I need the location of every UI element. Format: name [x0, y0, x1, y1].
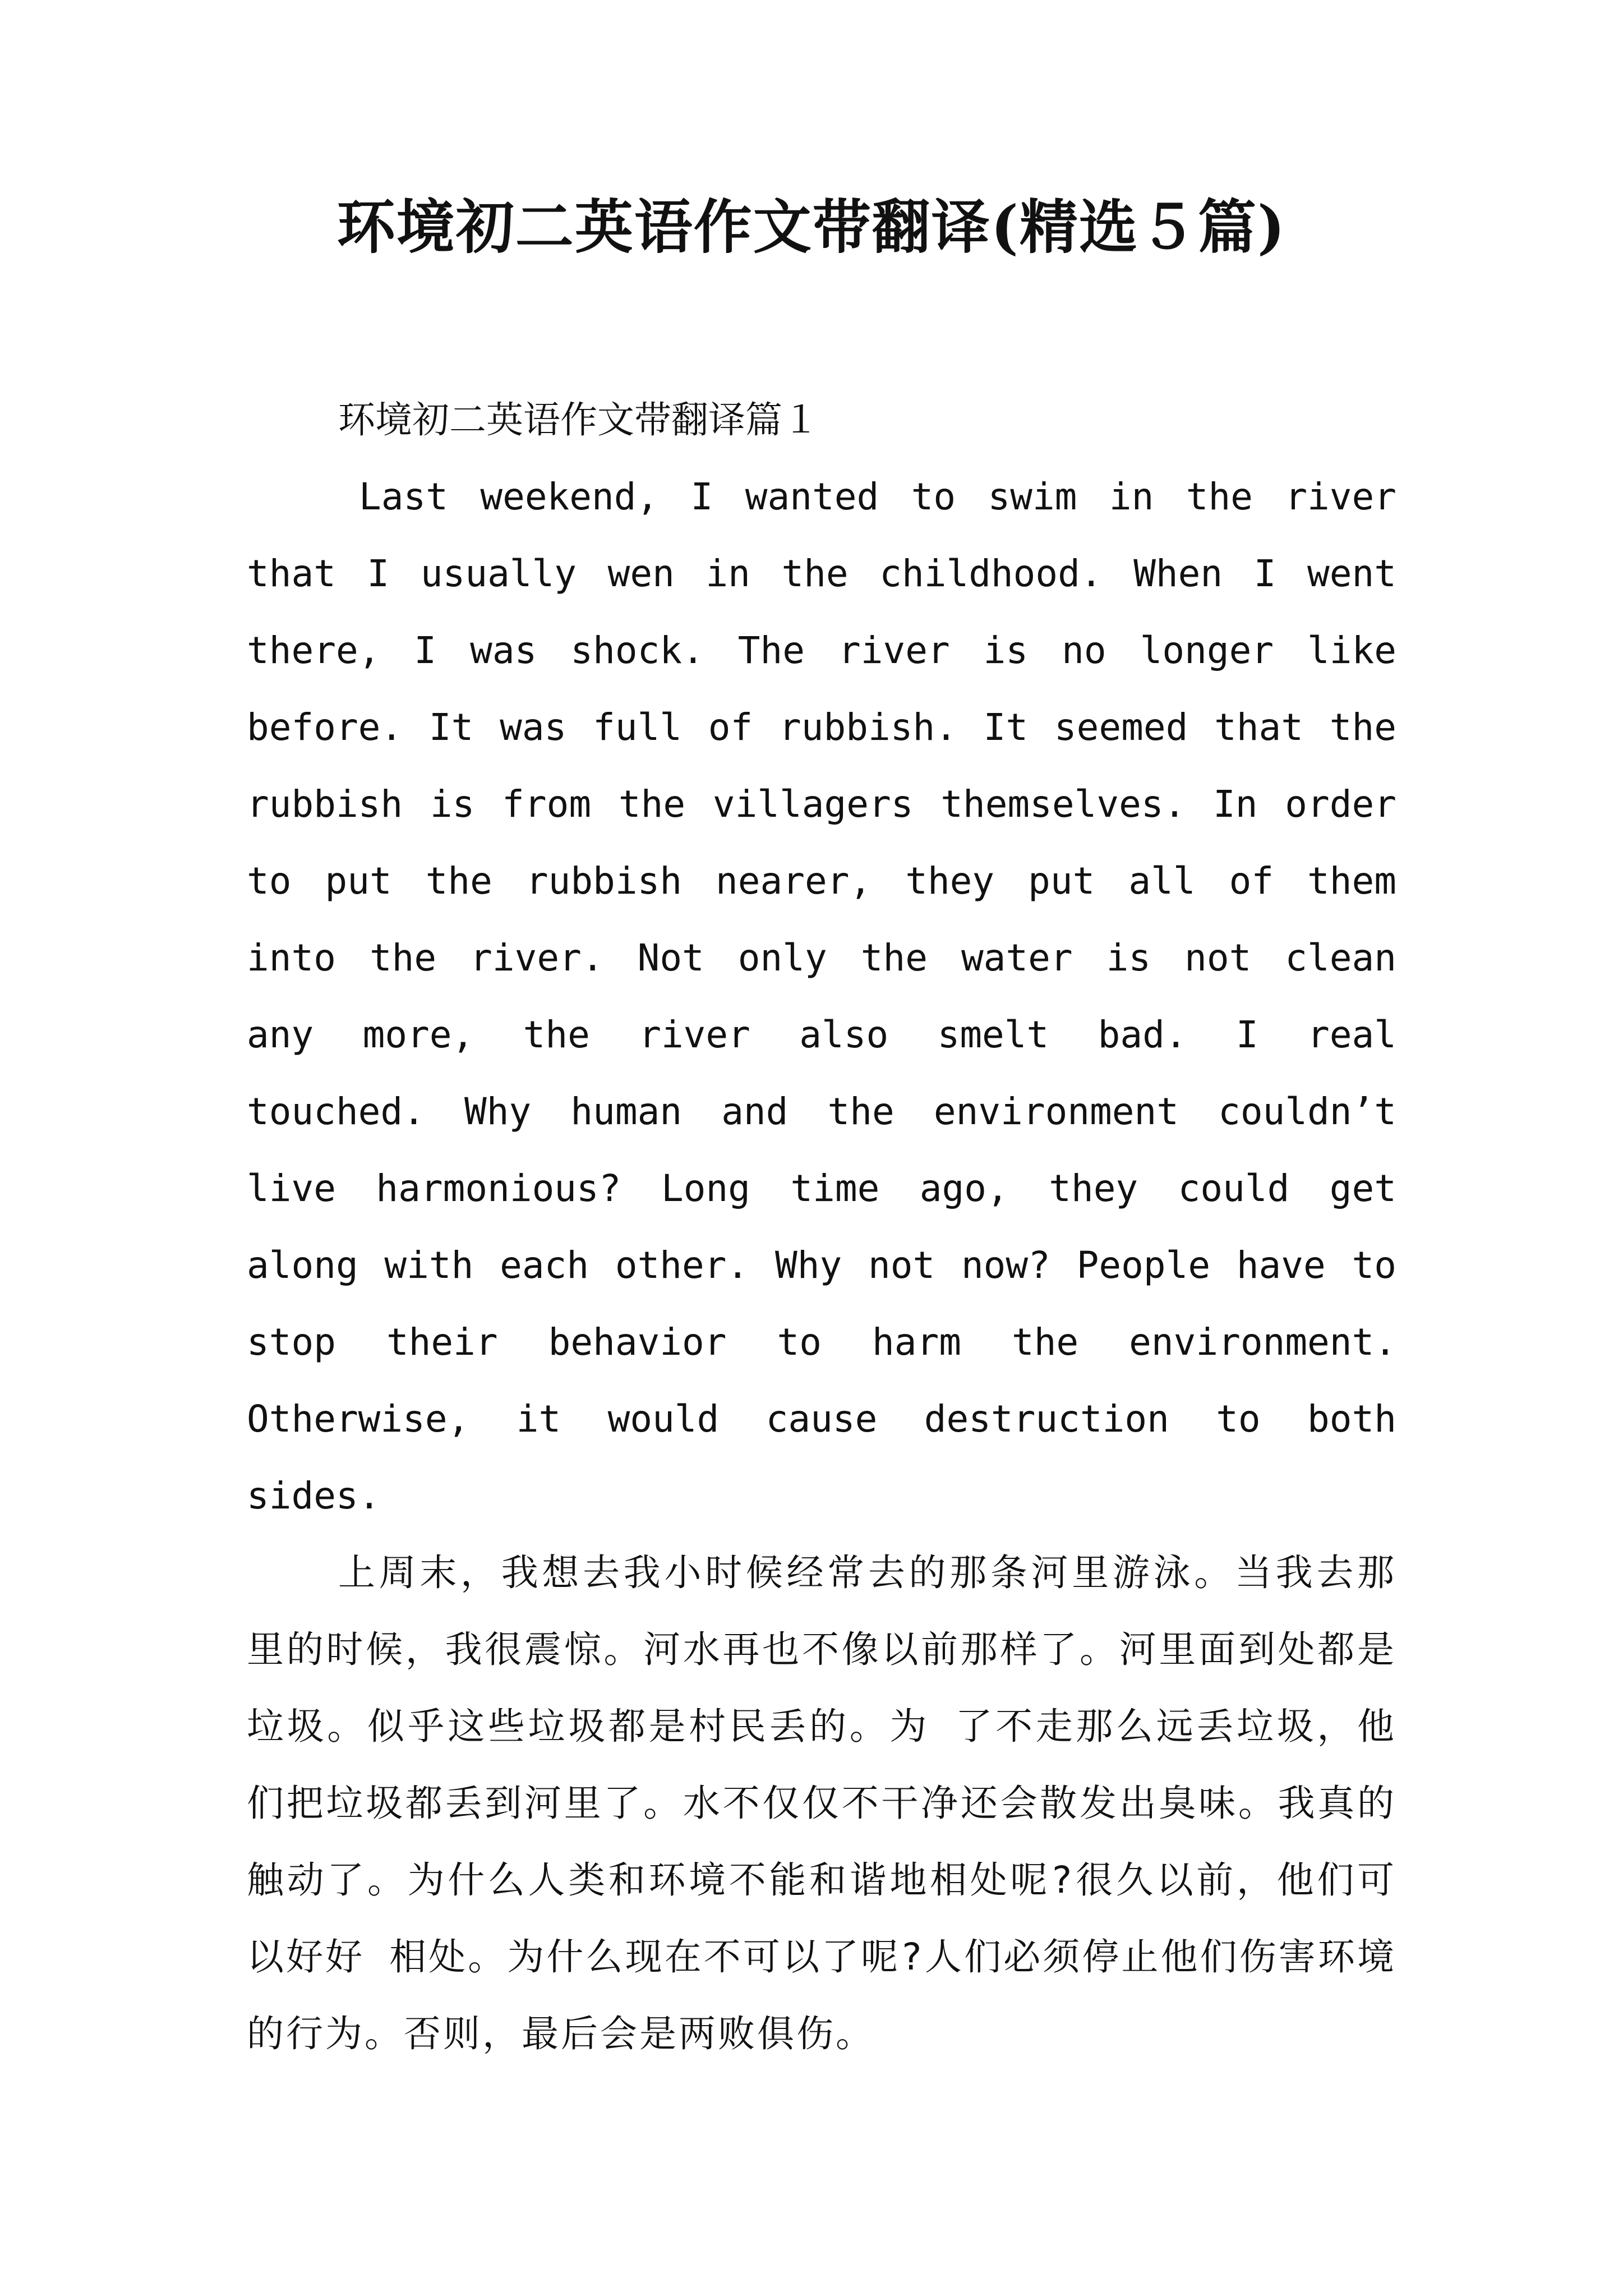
document-body	[247, 381, 1396, 2072]
section-heading: 环境初二英语作文带翻译篇１	[338, 398, 819, 441]
document-title: 环境初二英语作文带翻译(精选５篇)	[336, 192, 1287, 261]
chinese-translation-paragraph: 上周末，我想去我小时候经常去的那条河里游泳。当我去那里的时候，我很震惊。河水再也不像以前那样了。河里面到处都是垃圾。似乎这些垃圾都是村民丢的。为 了不走那么远丢垃圾，他们把垃圾都丢到河里了。水不仅仅不干净还会散发出臭味。我真的触动了。为什么人类和环境不能和谐地相处呢?很久以前，他们可以好好 相处。为什么现在不可以了呢?人们必须停止他们伤害环境的行为。否则，最后会是两败俱伤。	[247, 1551, 1396, 2055]
english-essay-paragraph: Last weekend, I wanted to swim in the river that I usually wen in the childhood. When I went there, I was shock. The river is no longer like before. It was full of rubbish. It seemed that the rubbish is from the villagers themselves. In order to put the rubbish nearer, they put all of them into the river. Not only the water is not clean any more, the river also smelt bad. I real touched. Why human and the environment couldn’t live harmonious? Long time ago, they could get along with each other. Why not now? People have to stop their behavior to harm the environment. Otherwise, it would cause destruction to both sides.	[247, 475, 1396, 1517]
